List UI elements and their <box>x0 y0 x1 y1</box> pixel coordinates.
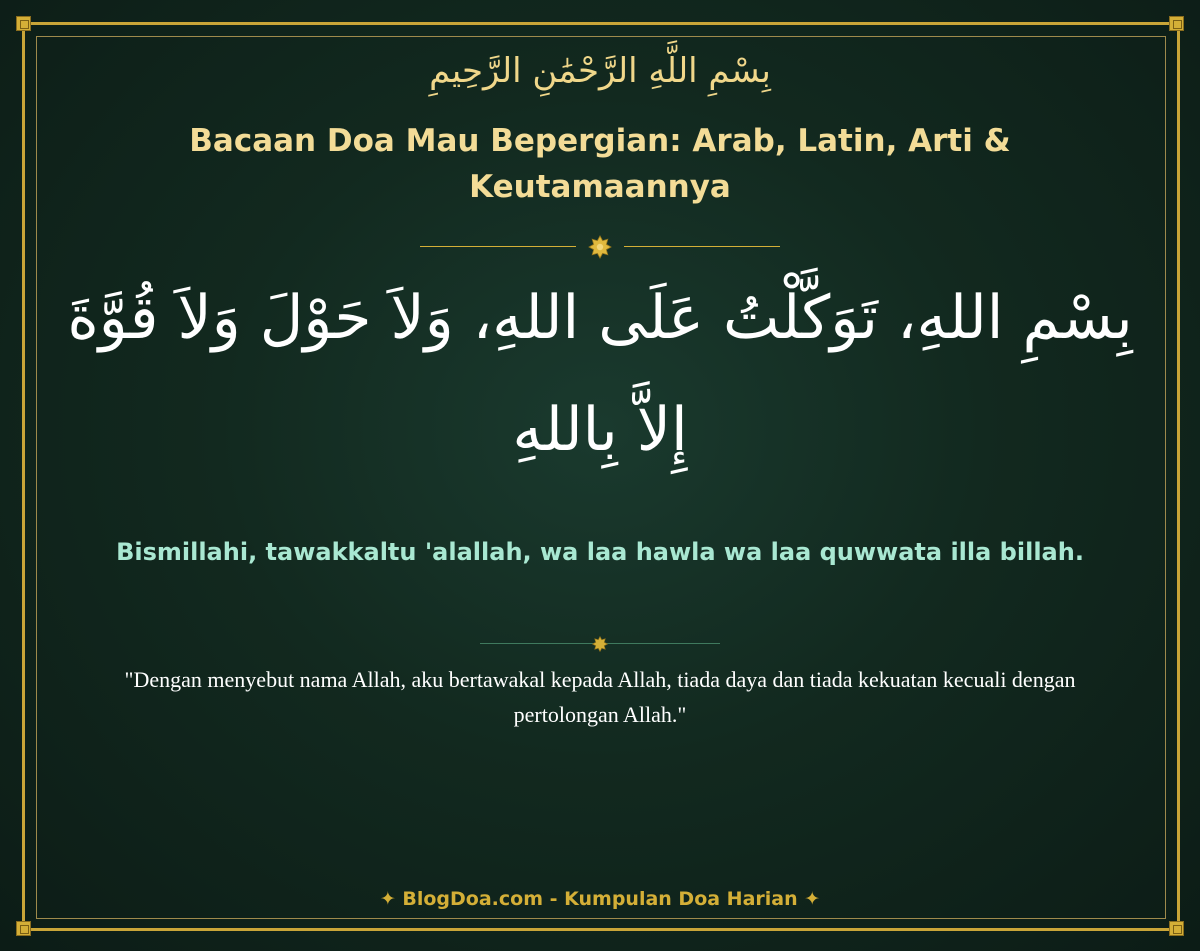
eight-point-star-icon <box>592 636 608 652</box>
divider-line-right <box>624 246 780 247</box>
eight-point-star-icon <box>588 235 612 259</box>
divider-line-left <box>420 246 576 247</box>
footer-credit: ✦ BlogDoa.com - Kumpulan Doa Harian ✦ <box>379 888 821 910</box>
latin-transliteration: Bismillahi, tawakkaltu 'alallah, wa laa hawla wa laa quwwata illa billah. <box>116 538 1084 566</box>
page-title: Bacaan Doa Mau Bepergian: Arab, Latin, Arti & Keutamaannya <box>189 123 1011 205</box>
corner-ornament-bottom-right <box>1169 921 1184 936</box>
ornamental-divider-top <box>420 235 780 259</box>
arabic-prayer-text: بِسْمِ اللهِ، تَوَكَّلْتُ عَلَى اللهِ، وَلاَ حَوْلَ وَلاَ قُوَّةَ إِلاَّ بِاللهِ <box>67 283 1133 465</box>
basmalah-heading: بِسْمِ اللَّهِ الرَّحْمَٰنِ الرَّحِيمِ <box>429 51 771 91</box>
indonesian-translation: "Dengan menyebut nama Allah, aku bertawakal kepada Allah, tiada daya dan tiada kekuatan kecuali dengan pertolongan Allah." <box>124 667 1076 727</box>
corner-ornament-top-right <box>1169 16 1184 31</box>
corner-ornament-top-left <box>16 16 31 31</box>
ornamental-divider-bottom <box>480 632 720 654</box>
corner-ornament-bottom-left <box>16 921 31 936</box>
